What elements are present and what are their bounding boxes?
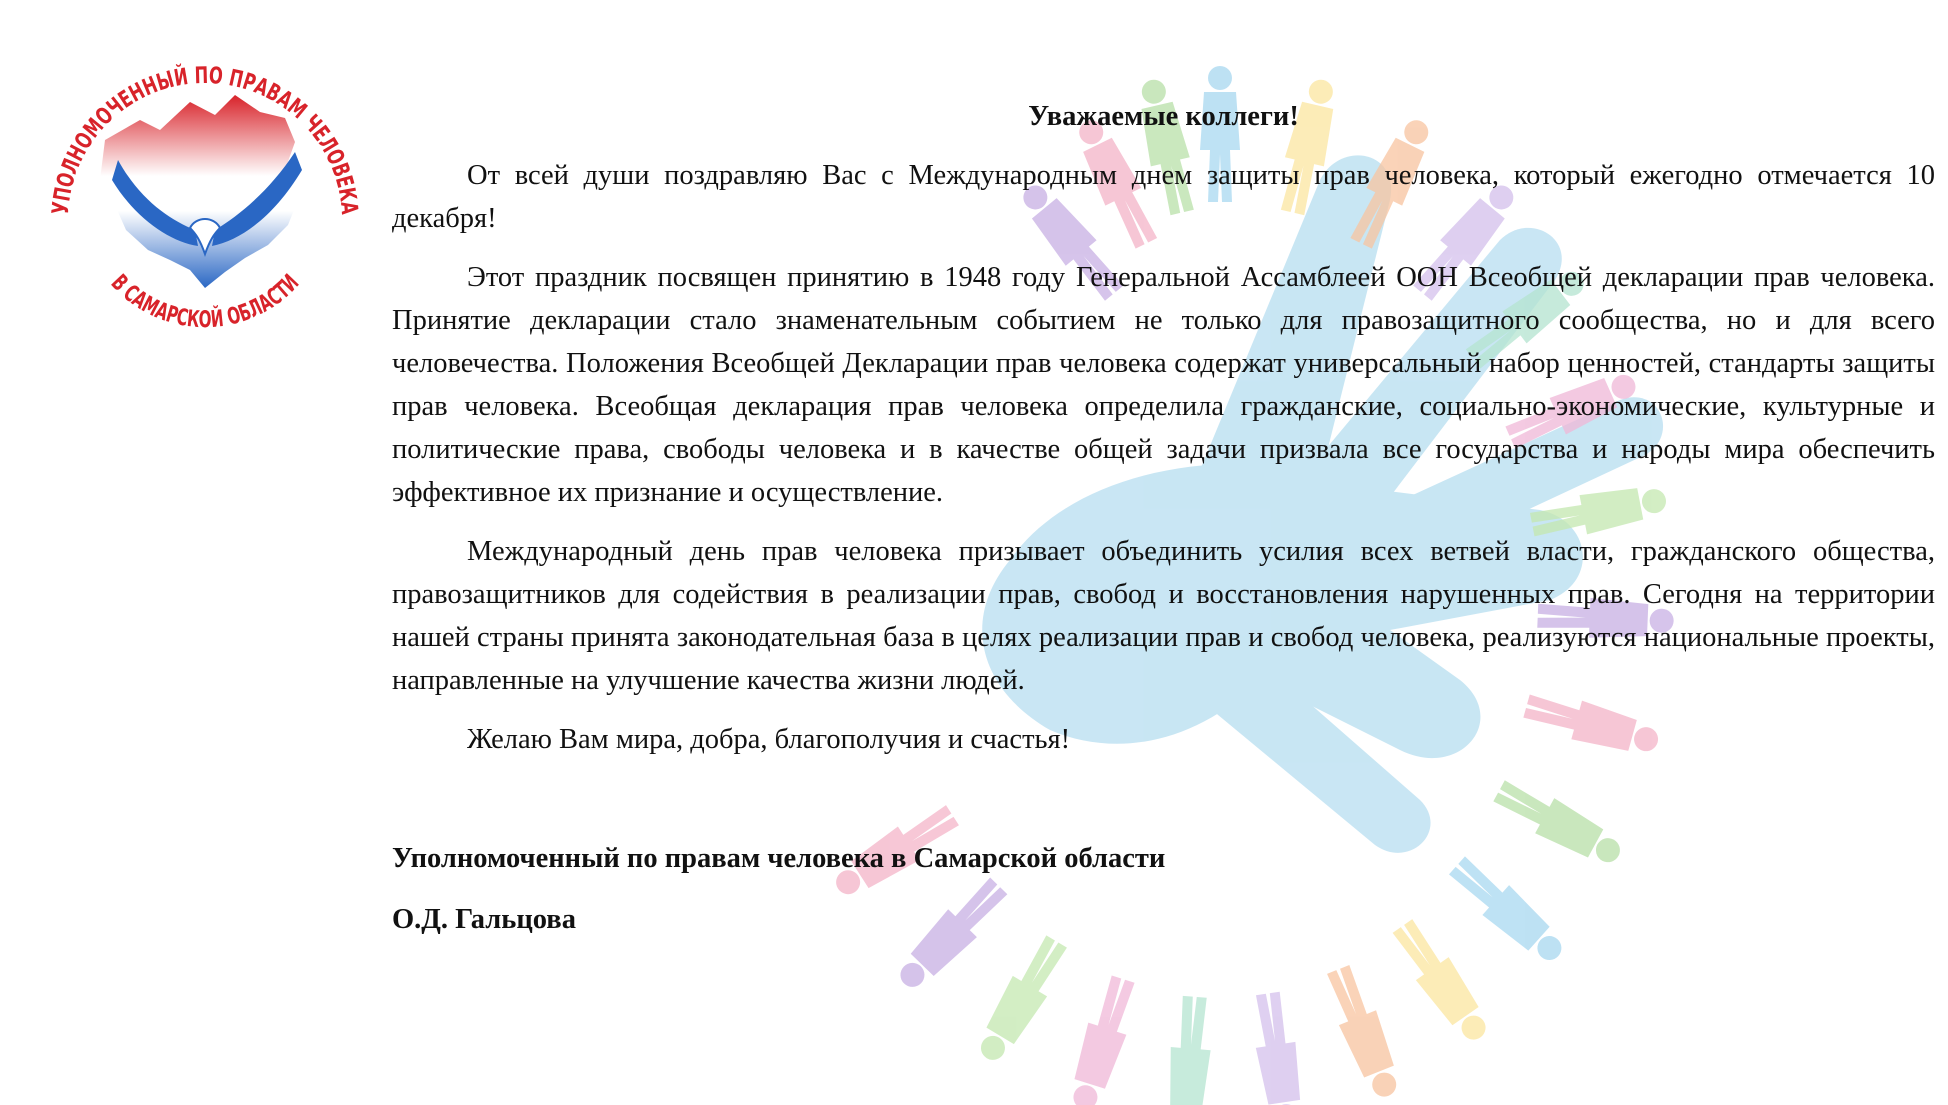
person-silhouette xyxy=(1063,973,1142,1105)
letter-body xyxy=(392,95,1935,959)
person-silhouette xyxy=(1164,995,1215,1105)
letter-paragraph: Этот праздник посвящен принятию в 1948 году Генеральной Ассамблеей ООН Всеобщей декларации прав человека. Принятие декларации стало знаменательным событием не только для правозащитного сообщества, но и для всего человечества. Положения Всеобщей Декларации прав человека содержат универсальный набор ценностей, стандарты защиты прав человека. Всеобщая декларация прав человека определила гражданские, социально-экономические, культурные и политические права, свободы человека и в качестве общей задачи призвала все государства и народы мира обеспечить эффективное их признание и осуществление. xyxy=(392,262,1935,508)
logo-arc-bottom-text: В САМАРСКОЙ ОБЛАСТИ xyxy=(105,265,309,334)
person-silhouette xyxy=(1248,991,1308,1105)
letter-paragraph: Желаю Вам мира, добра, благополучия и счастья! xyxy=(467,724,1071,755)
letter-paragraph: От всей души поздравляю Вас с Международным днем защиты прав человека, который ежегодно отмечается 10 декабря! xyxy=(392,160,1935,234)
ombudsman-logo xyxy=(30,20,380,370)
signature-name: О.Д. Гальцова xyxy=(392,904,576,935)
logo-arc-top-text: УПОЛНОМОЧЕННЫЙ ПО ПРАВАМ ЧЕЛОВЕКА xyxy=(48,62,363,221)
letter-paragraph: Международный день прав человека призывает объединить усилия всех ветвей власти, гражданского общества, правозащитников для содействия в реализации прав, свобод и восстановления нарушенных прав. Сегодня на территории нашей страны принята законодательная база в целях реализации прав и свобод человека, реализуются национальные проекты, направленные на улучшение качества жизни людей. xyxy=(392,536,1935,696)
signature-title: Уполномоченный по правам человека в Самарской области xyxy=(392,843,1166,874)
person-silhouette xyxy=(1320,962,1408,1103)
letter-greeting: Уважаемые коллеги! xyxy=(1028,101,1299,132)
